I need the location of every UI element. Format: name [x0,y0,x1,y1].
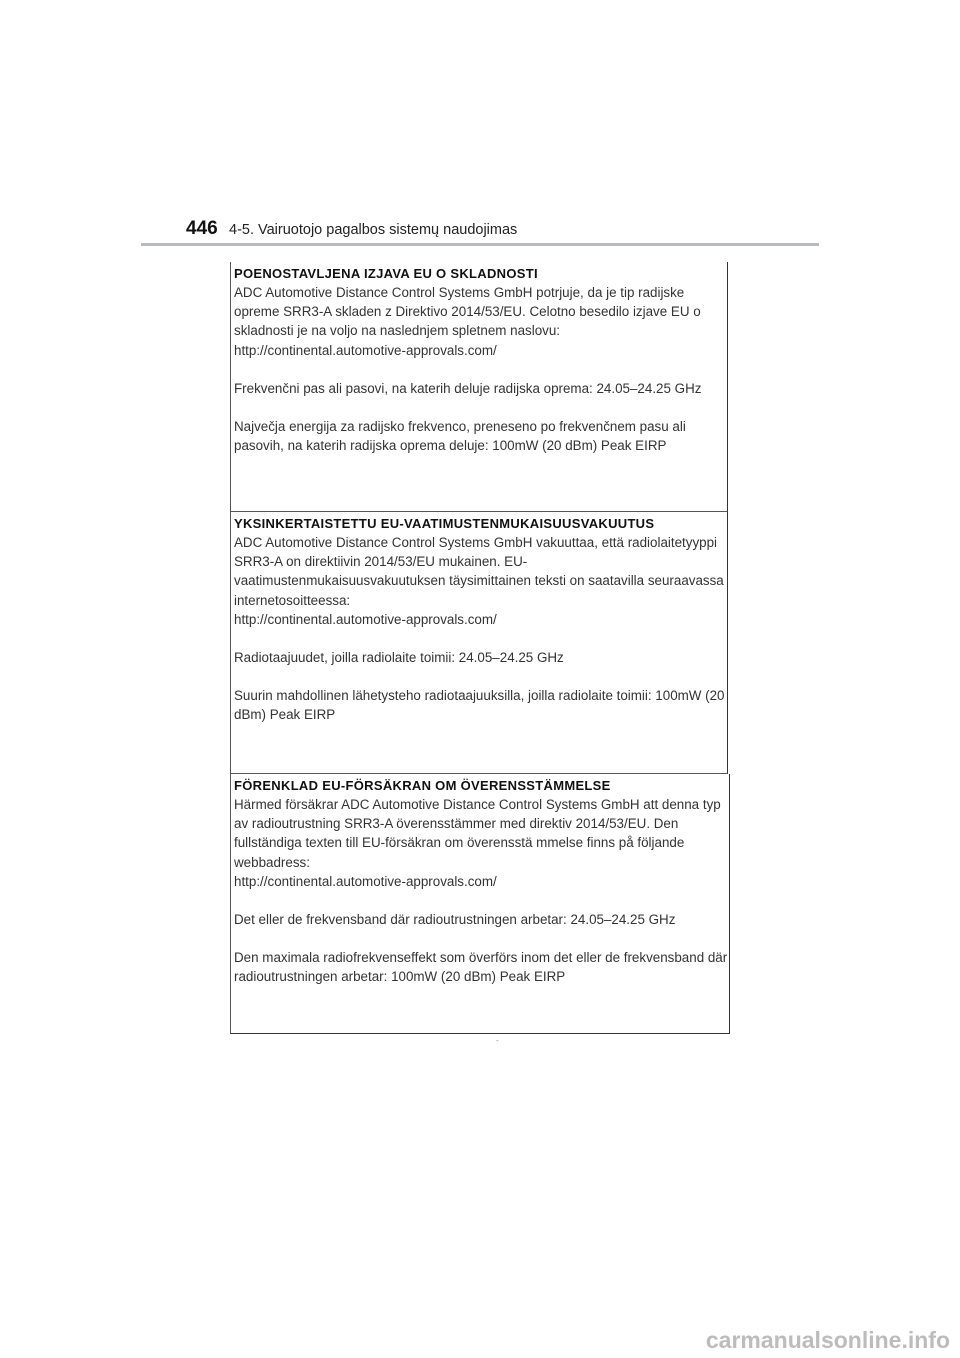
page-number: 446 [186,218,218,239]
declaration-url: http://continental.automotive-approvals.com/ [234,611,497,627]
declaration-heading: FÖRENKLAD EU-FÖRSÄKRAN OM ÖVERENSSTÄMMELSE [234,778,611,793]
frequency-band-text: Radiotaajuudet, joilla radiolaite toimii: 24.05–24.25 GHz [234,650,564,666]
declaration-heading: POENOSTAVLJENA IZJAVA EU O SKLADNOSTI [234,266,538,281]
declaration-box-slovenian [230,262,728,512]
declaration-box-finnish [230,512,728,774]
max-power-text: Suurin mahdollinen lähetysteho radiotaajuuksilla, joilla radiolaite toimii: 100mW (20 dBm) Peak EIRP [234,688,725,723]
header-rule [141,243,819,246]
declaration-text: ADC Automotive Distance Control Systems GmbH vakuuttaa, että radiolaitetyyppi SRR3-A on direktiivin 2014/53/EU mukainen. EU-vaatimustenmukaisuusvakuutuksen täysimittainen teksti on saatavilla seuraavassa internetosoitteessa: [234,535,724,608]
declaration-text: Härmed försäkrar ADC Automotive Distance Control Systems GmbH att denna typ av radioutrustning SRR3-A överensstämmer med direktiv 2014/53/EU. Den fullständiga texten till EU-försäkran om överensstä mmelse finns på följande webbadress: [234,797,721,870]
watermark: carmanualsonline.info [705,1327,950,1353]
max-power-text: Den maximala radiofrekvenseffekt som överförs inom det eller de frekvensband där radioutrustningen arbetar: 100mW (20 dBm) Peak EIRP [234,950,728,985]
declaration-text: ADC Automotive Distance Control Systems GmbH potrjuje, da je tip radijske opreme SRR3-A skladen z Direktivo 2014/53/EU. Celotno besedilo izjave EU o skladnosti je na voljo na naslednjem spletnem naslovu: [234,285,701,339]
section-title: 4-5. Vairuotojo pagalbos sistemų naudojimas [229,222,518,238]
declaration-heading: YKSINKERTAISTETTU EU-VAATIMUSTENMUKAISUUSVAKUUTUS [234,516,655,531]
scan-mark: - [496,1036,499,1045]
declaration-url: http://continental.automotive-approvals.com/ [234,342,497,358]
frequency-band-text: Frekvenčni pas ali pasovi, na katerih deluje radijska oprema: 24.05–24.25 GHz [234,380,702,396]
declaration-box-swedish [230,774,730,1034]
declaration-url: http://continental.automotive-approvals.com/ [234,873,497,889]
max-power-text: Največja energija za radijsko frekvenco, preneseno po frekvenčnem pasu ali pasovih, na katerih radijska oprema deluje: 100mW (20 dBm) Peak EIRP [234,419,686,454]
frequency-band-text: Det eller de frekvensband där radioutrustningen arbetar: 24.05–24.25 GHz [234,912,676,928]
